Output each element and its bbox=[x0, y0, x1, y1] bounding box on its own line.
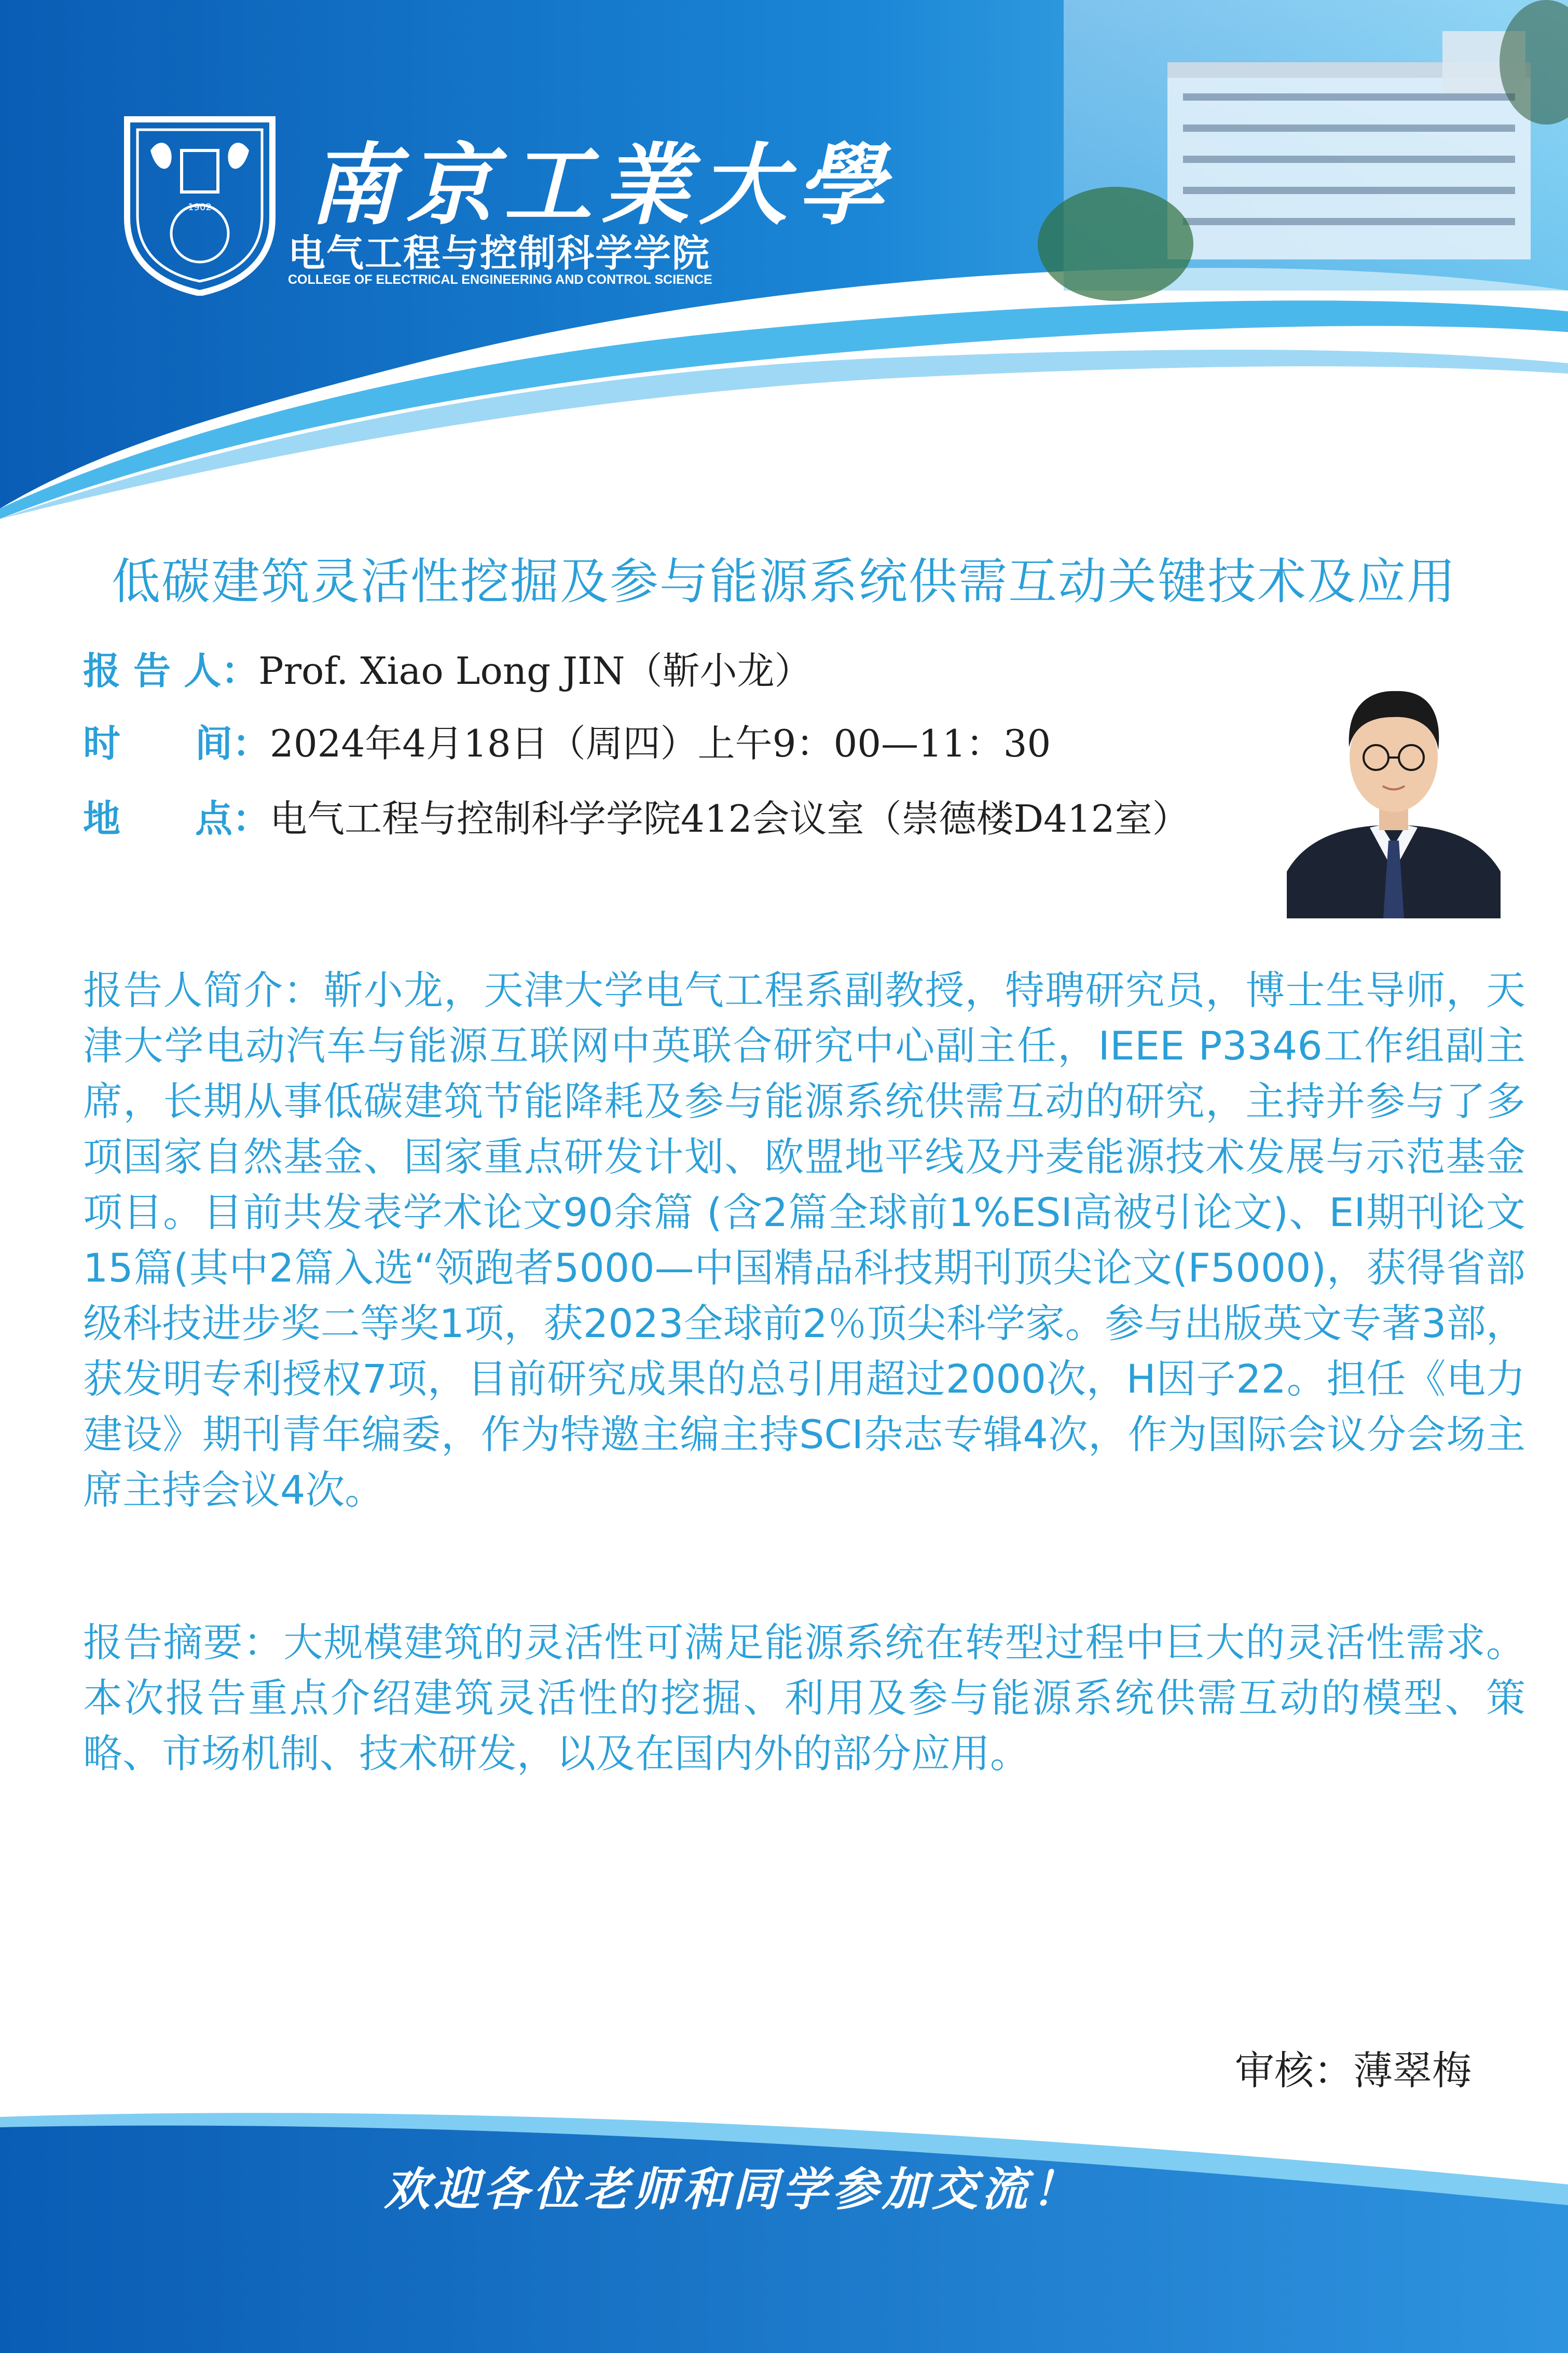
place-value: 电气工程与控制科学学院412会议室（崇德楼D412室） bbox=[270, 797, 1190, 841]
speaker-row bbox=[83, 641, 811, 695]
speaker-photo bbox=[1287, 628, 1501, 918]
university-logo-block bbox=[122, 114, 895, 301]
lecture-title: 低碳建筑灵活性挖掘及参与能源系统供需互动关键技术及应用 bbox=[111, 554, 1456, 610]
bio-text: 靳小龙，天津大学电气工程系副教授，特聘研究员，博士生导师，天津大学电动汽车与能源互联网中英联合研究中心副主任，IEEE P3346工作组副主席，长期从事低碳建筑节能降耗及参与能源系统供需互动的研究，主持并参与了多项国家自然基金、国家重点研发计划、欧盟地平线及丹麦能源技术发展与示范基金项目。目前共发表学术论文90余篇 (含2篇全球前1%ESI高被引论文)、EI期刊论文15篇(其中2篇入选“领跑者5000—中国精品科技期刊顶尖论文(F5000)，获得省部级科技进步奖二等奖1项，获2023全球前2％顶尖科学家。参与出版英文专著3部，获发明专利授权7项，目前研究成果的总引用超过2000次，H因子22。担任《电力建设》期刊青年编委，作为特邀主编主持SCI杂志专辑4次，作为国际会议分会场主席主持会议4次。 bbox=[83, 967, 1526, 1513]
emblem-year: 1902 bbox=[188, 202, 212, 213]
place-label: 地 点： bbox=[83, 797, 270, 841]
speaker-bio bbox=[83, 962, 1525, 1518]
footer-background bbox=[0, 2096, 1568, 2353]
time-value: 2024年4月18日（周四）上午9：00—11：30 bbox=[270, 722, 1051, 765]
university-emblem-icon bbox=[122, 114, 278, 296]
college-name-cn: 电气工程与控制科学学院 bbox=[288, 231, 711, 275]
lecture-abstract bbox=[83, 1615, 1525, 1781]
speaker-label: 报 告 人： bbox=[83, 649, 259, 693]
speaker-value: Prof. Xiao Long JIN（靳小龙） bbox=[258, 649, 812, 693]
time-row bbox=[83, 713, 1051, 767]
bio-label: 报告人简介： bbox=[83, 967, 324, 1013]
footer-banner bbox=[0, 2096, 1568, 2353]
header-banner bbox=[0, 0, 1568, 519]
abstract-text: 大规模建筑的灵活性可满足能源系统在转型过程中巨大的灵活性需求。本次报告重点介绍建筑灵活性的挖掘、利用及参与能源系统供需互动的模型、策略、市场机制、技术研发，以及在国内外的部分应用。 bbox=[83, 1619, 1526, 1777]
abstract-label: 报告摘要： bbox=[83, 1619, 284, 1666]
university-name: 南京工業大學 bbox=[309, 133, 895, 237]
college-name-en: COLLEGE OF ELECTRICAL ENGINEERING AND CONTROL SCIENCE bbox=[288, 272, 712, 287]
place-row bbox=[83, 789, 1190, 843]
time-label: 时 间： bbox=[83, 722, 270, 765]
campus-building-image bbox=[1038, 0, 1568, 301]
reviewer-line: 审核：薄翠梅 bbox=[1235, 2047, 1471, 2094]
welcome-slogan: 欢迎各位老师和同学参加交流！ bbox=[384, 2162, 1082, 2216]
